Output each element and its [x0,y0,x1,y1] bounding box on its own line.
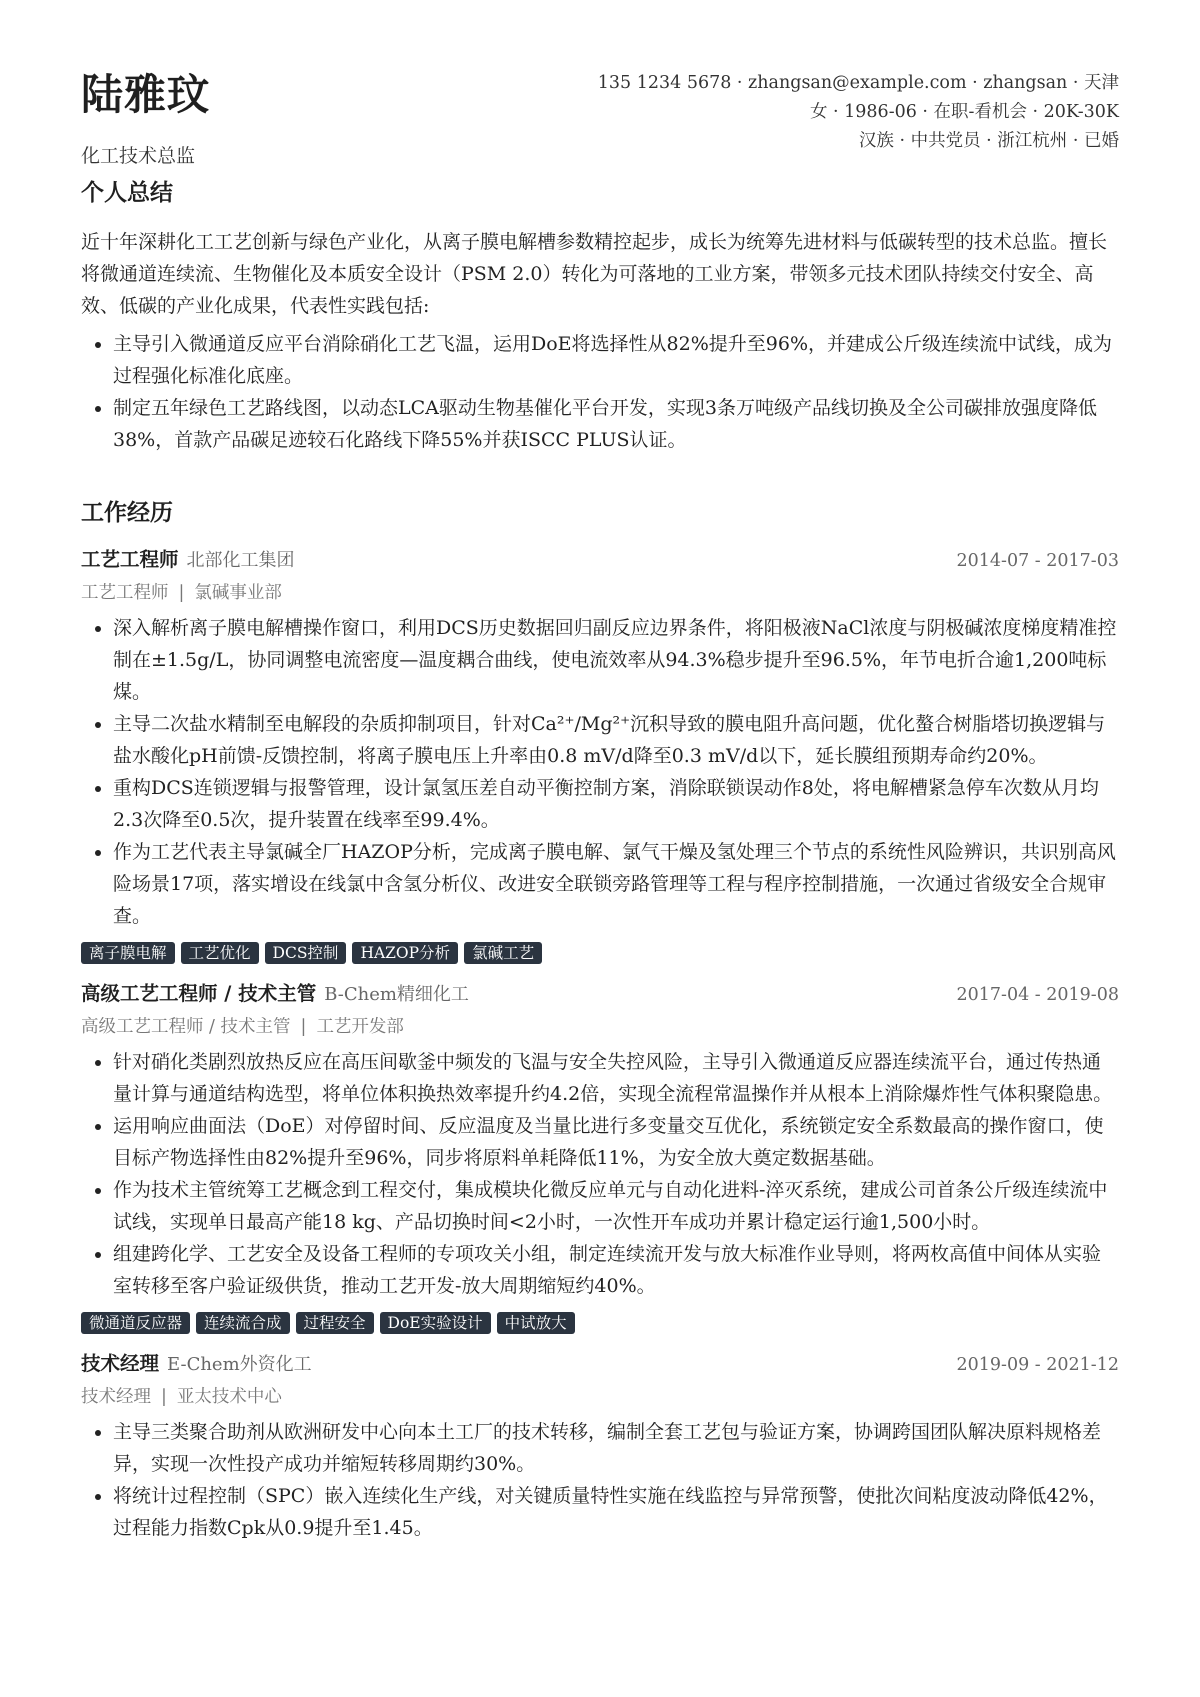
job-title: 技术经理 [81,1352,160,1375]
job-date: 2019-09 - 2021-12 [956,1355,1119,1375]
skill-tag: 中试放大 [497,1312,575,1334]
job-separator: | [178,583,185,603]
job-department: 亚太技术中心 [176,1387,282,1407]
skill-tags [81,942,1119,964]
job-company: 北部化工集团 [186,550,295,571]
skill-tag: 连续流合成 [196,1312,290,1334]
candidate-name: 陆雅玟 [81,70,211,119]
skill-tag: DoE实验设计 [380,1312,491,1334]
job-company: B-Chem精细化工 [324,984,469,1005]
work-title: 工作经历 [81,499,173,526]
summary-bullet: • 主导引入微通道反应平台消除硝化工艺飞温，运用DoE将选择性从82%提升至96%，并建成公斤级连续流中试线，成为过程强化标准化底座。 [113,328,1119,392]
job-subtitle [81,1012,1119,1042]
job-position: 技术经理 [81,1387,151,1407]
summary-bullet: • 制定五年绿色工艺路线图，以动态LCA驱动生物基催化平台开发，实现3条万吨级产品线切换及全公司碳排放强度降低38%，首款产品碳足迹较石化路线下降55%并获ISCC PLUS认证。 [113,392,1119,456]
contact-info [598,69,1119,156]
skill-tag: 离子膜电解 [81,942,175,964]
skill-tags [81,1312,1119,1334]
job-title: 高级工艺工程师 / 技术主管 [81,982,317,1005]
job-date: 2017-04 - 2019-08 [956,985,1119,1005]
job-bullet: • 重构DCS连锁逻辑与报警管理，设计氯氢压差自动平衡控制方案，消除联锁误动作8处，将电解槽紧急停车次数从月均2.3次降至0.5次，提升装置在线率至99.4%。 [113,772,1119,836]
job-bullet: • 组建跨化学、工艺安全及设备工程师的专项攻关小组，制定连续流开发与放大标准作业导则，将两枚高值中间体从实验室转移至客户验证级供货，推动工艺开发-放大周期缩短约40%。 [113,1238,1119,1302]
skill-tag: HAZOP分析 [352,942,458,964]
job-department: 工艺开发部 [316,1017,404,1037]
job-company: E-Chem外资化工 [167,1354,312,1375]
contact-line: 汉族 · 中共党员 · 浙江杭州 · 已婚 [858,131,1119,151]
job-bullets [81,1046,1119,1302]
job-header [81,1348,1119,1382]
skill-tag: 氯碱工艺 [464,942,542,964]
job-bullets [81,612,1119,932]
job-bullets [81,1416,1119,1544]
summary-text: 近十年深耕化工工艺创新与绿色产业化，从离子膜电解槽参数精控起步，成长为统筹先进材料与低碳转型的技术总监。擅长将微通道连续流、生物催化及本质安全设计（PSM 2.0）转化为可落地的工业方案，带领多元技术团队持续交付安全、高效、低碳的产业化成果，代表性实践包括: [81,231,1108,317]
summary-section [81,176,1119,456]
job-bullet: • 主导二次盐水精制至电解段的杂质抑制项目，针对Ca²⁺/Mg²⁺沉积导致的膜电阻升高问题，优化螯合树脂塔切换逻辑与盐水酸化pH前馈-反馈控制，将离子膜电压上升率由0.8 mV/d降至0.3 mV/d以下，延长膜组预期寿命约20%。 [113,708,1119,772]
job-header [81,978,1119,1012]
contact-line: 女 · 1986-06 · 在职-看机会 · 20K-30K [809,102,1119,122]
skill-tag: DCS控制 [265,942,347,964]
job-separator: | [161,1387,167,1407]
candidate-role: 化工技术总监 [81,145,196,167]
contact-line: 135 1234 5678 · zhangsan@example.com · zhangsan · 天津 [597,73,1119,93]
job-subtitle [81,1382,1119,1412]
skill-tag: 过程安全 [296,1312,374,1334]
job-header [81,544,1119,578]
job-position: 高级工艺工程师 / 技术主管 [81,1017,291,1037]
job-bullet: • 运用响应曲面法（DoE）对停留时间、反应温度及当量比进行多变量交互优化，系统锁定安全系数最高的操作窗口，使目标产物选择性由82%提升至96%，同步将原料单耗降低11%，为安全放大奠定数据基础。 [113,1110,1119,1174]
skill-tag: 工艺优化 [181,942,259,964]
job-bullet: • 针对硝化类剧烈放热反应在高压间歇釜中频发的飞温与安全失控风险，主导引入微通道反应器连续流平台，通过传热通量计算与通道结构选型，将单位体积换热效率提升约4.2倍，实现全流程常温操作并从根本上消除爆炸性气体积聚隐患。 [113,1046,1119,1110]
job-bullet: • 作为工艺代表主导氯碱全厂HAZOP分析，完成离子膜电解、氯气干燥及氢处理三个节点的系统性风险辨识，共识别高风险场景17项，落实增设在线氯中含氢分析仪、改进安全联锁旁路管理等工程与程序控制措施，一次通过省级安全合规审查。 [113,836,1119,932]
summary-bullets [81,328,1119,456]
job-bullet: • 将统计过程控制（SPC）嵌入连续化生产线，对关键质量特性实施在线监控与异常预警，使批次间粘度波动降低42%，过程能力指数Cpk从0.9提升至1.45。 [113,1480,1119,1544]
job-department: 氯碱事业部 [194,583,282,603]
summary-title: 个人总结 [81,179,173,206]
skill-tag: 微通道反应器 [81,1312,190,1334]
job-position: 工艺工程师 [81,583,169,603]
work-section [81,496,1119,1544]
job-bullet: • 主导三类聚合助剂从欧洲研发中心向本土工厂的技术转移，编制全套工艺包与验证方案，协调跨国团队解决原料规格差异，实现一次性投产成功并缩短转移周期约30%。 [113,1416,1119,1480]
job-entry [81,544,1119,964]
job-separator: | [300,1017,307,1037]
job-bullet: • 深入解析离子膜电解槽操作窗口，利用DCS历史数据回归副反应边界条件，将阳极液NaCl浓度与阴极碱浓度梯度精准控制在±1.5g/L，协同调整电流密度—温度耦合曲线，使电流效率从94.3%稳步提升至96.5%，年节电折合逾1,200吨标煤。 [113,612,1119,708]
job-bullet: • 作为技术主管统筹工艺概念到工程交付，集成模块化微反应单元与自动化进料-淬灭系统，建成公司首条公斤级连续流中试线，实现单日最高产能18 kg、产品切换时间<2小时，一次性开车成功并累计稳定运行逾1,500小时。 [113,1174,1119,1238]
job-entry [81,1348,1119,1544]
job-entry [81,978,1119,1334]
job-title: 工艺工程师 [81,548,179,571]
job-date: 2014-07 - 2017-03 [956,551,1119,571]
job-subtitle [81,578,1119,608]
resume-header [81,0,1119,176]
